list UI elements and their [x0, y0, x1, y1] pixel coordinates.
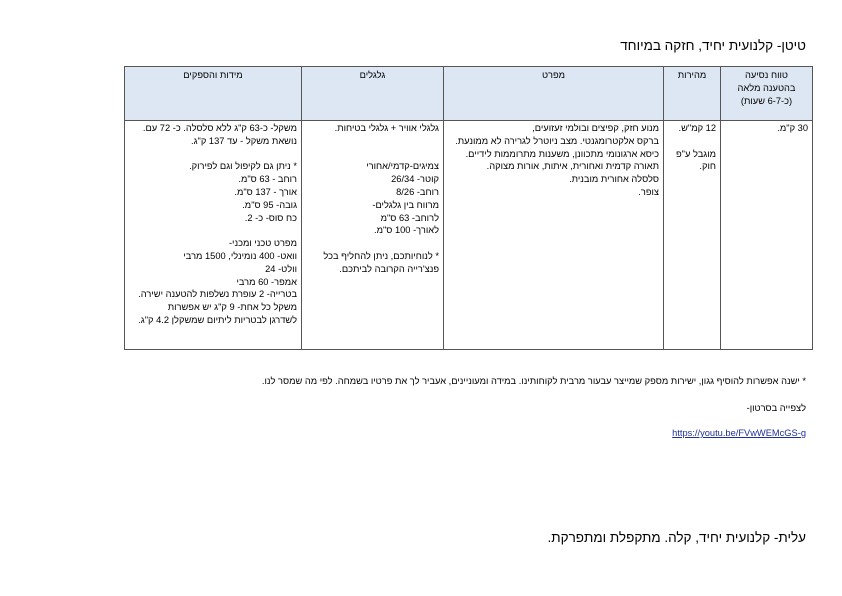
cell-line: מנוע חזק, קפיצים ובולמי זעזועים, — [532, 123, 659, 133]
header-range — [721, 67, 813, 121]
cell-line: צמיגים-קדמי/אחורי — [366, 161, 439, 172]
cell-line: מפרט טכני ומכני- — [228, 238, 297, 249]
blank-line — [306, 237, 439, 250]
header-speed — [664, 67, 721, 121]
cell-wheels — [302, 121, 444, 350]
cell-line: לאורך- 100 ס"מ. — [374, 225, 439, 236]
cell-spec — [444, 121, 664, 350]
cell-line: נושאת משקל - עד 137 ק"ג. — [191, 135, 297, 146]
cell-line: בטרייה- 2 עופרת נשלפות להטענה ישירה. — [138, 289, 297, 300]
header-wheels — [302, 67, 444, 121]
cell-line: בהטענה מלאה — [737, 82, 796, 93]
blank-line — [306, 135, 439, 148]
table-row — [125, 121, 813, 350]
spec-table — [124, 66, 813, 350]
cell-line: צופר. — [638, 186, 659, 197]
cell-line: משקל כל אחת- 9 ק"ג יש אפשרות — [167, 302, 297, 313]
cell-line: (כ-6-7 שעות) — [740, 95, 793, 106]
footer-heading: עלית- קלנועית יחיד, קלה. מתקפלת ומתפרקת. — [547, 530, 806, 545]
cell-line: וולט- 24 — [265, 263, 297, 274]
cell-line: חוק. — [699, 161, 716, 172]
cell-line: לרוחב- 63 ס"מ — [380, 212, 439, 223]
blank-line — [306, 148, 439, 161]
cell-line: גובה- 95 ס"מ. — [242, 199, 297, 210]
cell-line: ברקס אלקטרומגנטי. מצב ניוטרל לגרירה לא ממונעת. — [455, 135, 659, 146]
video-link[interactable]: https://youtu.be/FVwWEMcGS-g — [672, 428, 806, 438]
cell-line: 30 ק"מ. — [777, 123, 808, 133]
cell-range — [721, 121, 813, 350]
header-wheels-label: גלגלים — [359, 70, 386, 80]
blank-line — [129, 148, 297, 161]
cell-speed — [664, 121, 721, 350]
cell-line: רוחב - 63 ס"מ. — [238, 174, 297, 185]
cell-line: פנצ'רייה הקרובה לביתכם. — [339, 263, 439, 274]
blank-line — [129, 224, 297, 237]
cell-line: מוגבל ע"פ — [676, 148, 716, 159]
cell-line: 12 קמ"ש. — [678, 123, 716, 133]
cell-line: לשדרגן לבטריות ליתיום שמשקלן 4.2 ק"ג. — [138, 314, 297, 325]
cell-line: משקל- כ-63 ק"ג ללא סלסלה. כ- 72 עם. — [142, 123, 297, 133]
cell-line: כח סוס- כ- 2. — [244, 212, 297, 223]
cell-line: * לנוחיותכם, ניתן להחליף בכל — [323, 250, 439, 261]
cell-line: גלגלי אוויר + גלגלי בטיחות. — [334, 123, 439, 133]
cell-dims — [125, 121, 302, 350]
cell-line: רוחב- 8/26 — [396, 186, 439, 197]
cell-line: אורך - 137 ס"מ. — [234, 186, 297, 197]
header-dims — [125, 67, 302, 121]
header-spec — [444, 67, 664, 121]
cell-line: טווח נסיעה — [744, 70, 789, 80]
header-dims-label: מידות והספקים — [183, 70, 243, 80]
cell-line: כיסא ארגונומי מתכוונן, משענות מתרוממות לידיים. — [465, 148, 659, 159]
page-title: טיטן- קלנועית יחיד, חזקה במיוחד — [620, 38, 806, 53]
awning-note: * ישנה אפשרות להוסיף גגון, ישירות מספק שמייצר עבעור מרבית לקוחותינו. במידה ומעוניינים, אעביר לך את פרטיו בשמחה. לפי מה שמסר לנו. — [261, 376, 806, 386]
cell-line: וואט- 400 נומינלי, 1500 מרבי — [183, 250, 297, 261]
cell-line: מרווח בין גלגלים- — [372, 199, 439, 210]
header-speed-label: מהירות — [677, 70, 707, 80]
header-spec-label: מפרט — [541, 70, 566, 80]
blank-line — [668, 135, 716, 148]
cell-line: תאורה קדמית ואחורית, איתות, אורות מצוקה. — [486, 161, 659, 172]
cell-line: קוטר- 26/34 — [391, 174, 439, 185]
video-caption: לצפייה בסרטון- — [746, 403, 806, 413]
cell-line: אמפר- 60 מרבי — [236, 276, 297, 287]
cell-line: סלסלה אחורית מובנית. — [569, 174, 659, 185]
cell-line: * ניתן גם לקיפול וגם לפירוק. — [189, 161, 297, 172]
table-header-row — [125, 67, 813, 121]
